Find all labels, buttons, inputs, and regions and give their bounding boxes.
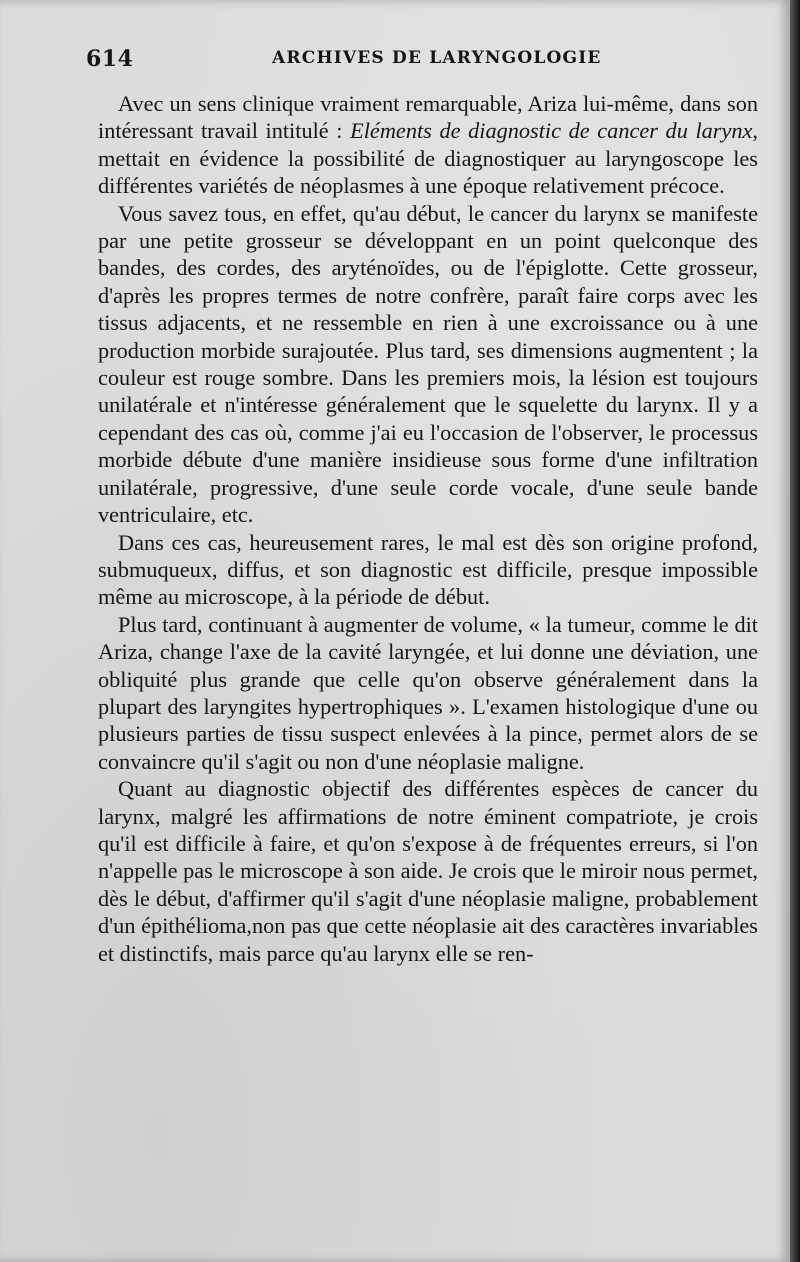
- paragraph-1: [98, 90, 758, 200]
- page-header: [86, 44, 746, 74]
- paragraph-1-lead: Avec un sens clinique vraiment remarquable, Ariza lui-même, dans son intéressant travail intitulé :: [98, 91, 758, 144]
- paragraph-1-tail: , mettait en évidence la possibilité de diagnostiquer au laryngoscope les différentes variétés de néoplasmes à une époque relativement précoce.: [98, 118, 758, 199]
- paragraph-5: Quant au diagnostic objectif des différentes espèces de cancer du larynx, malgré les affirmations de notre éminent compatriote, je crois qu'il est difficile à faire, et qu'on s'expose à de fréquentes erreurs, si l'on n'appelle pas le microscope à son aide. Je crois que le miroir nous permet, dès le début, d'affirmer qu'il s'agit d'une néoplasie maligne, probablement d'un épithélioma,non pas que cette néoplasie ait des caractères invariables et distinctifs, mais parce qu'au larynx elle se ren-: [98, 776, 758, 966]
- work-title: Eléments de diagnostic de cancer du larynx: [350, 118, 753, 144]
- running-head: ARCHIVES DE LARYNGOLOGIE: [272, 48, 602, 68]
- paragraph-4: Plus tard, continuant à augmenter de volume, « la tumeur, comme le dit Ariza, change l'axe de la cavité laryngée, et lui donne une déviation, une obliquité plus grande que celle qu'on observe généralement dans la plupart des laryngites hypertrophiques ». L'examen histologique d'une ou plusieurs parties de tissu suspect enlevées à la pince, permet alors de se convaincre qu'il s'agit ou non d'une néoplasie maligne.: [98, 611, 758, 774]
- body-text: [98, 90, 758, 967]
- page-edge-shadow: [790, 0, 800, 1262]
- paragraph-2: Vous savez tous, en effet, qu'au début, le cancer du larynx se manifeste par une petite grosseur se développant en un point quelconque des bandes, des cordes, des aryténoïdes, ou de l'épiglotte. Cette grosseur, d'après les propres termes de notre confrère, paraît faire corps avec les tissus adjacents, et ne ressemble en rien à une excroissance ou à une production morbide surajoutée. Plus tard, ses dimensions augmentent ; la couleur est rouge sombre. Dans les premiers mois, la lésion est toujours unilatérale et n'intéresse généralement que le squelette du larynx. Il y a cependant des cas où, comme j'ai eu l'occasion de l'observer, le processus morbide débute d'une manière insidieuse sous forme d'une infiltration unilatérale, progressive, d'une seule corde vocale, d'une seule bande ventriculaire, etc.: [98, 200, 758, 528]
- paragraph-3: Dans ces cas, heureusement rares, le mal est dès son origine profond, submuqueux, diffus, et son diagnostic est difficile, presque impossible même au microscope, à la période de début.: [98, 529, 758, 610]
- page-number: 614: [86, 46, 134, 72]
